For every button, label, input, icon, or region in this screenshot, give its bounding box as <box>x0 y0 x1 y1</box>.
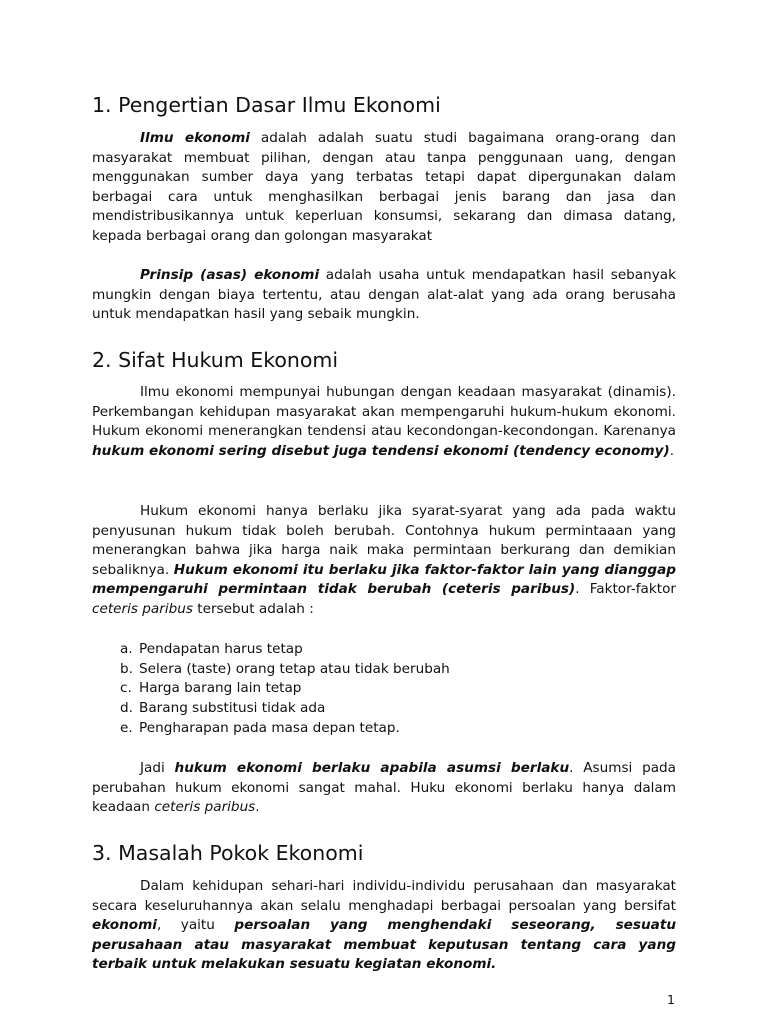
list-item: e. Pengharapan pada masa depan tetap. <box>120 719 400 736</box>
term-prinsip-ekonomi: Prinsip (asas) ekonomi <box>140 267 320 283</box>
ceteris-paribus-list <box>120 640 450 739</box>
section-2-paragraph-1: Ilmu ekonomi mempunyai hubungan dengan keadaan masyarakat (dinamis). Perkembangan kehidupan masyarakat akan mempengaruhi hukum-hukum ekonomi. Hukum ekonomi menerangkan tendensi atau kecondongan-kecondongan. Karenanya hukum ekonomi sering disebut juga tendensi ekonomi (tendency economy). <box>92 384 676 459</box>
section-2-paragraph-3: Jadi hukum ekonomi berlaku apabila asumsi berlaku. Asumsi pada perubahan hukum ekonomi sangat mahal. Huku ekonomi berlaku hanya dalam keadaan ceteris paribus. <box>92 760 676 815</box>
list-item: d. Barang substitusi tidak ada <box>120 700 326 717</box>
section-3-heading: 3. Masalah Pokok Ekonomi <box>92 841 364 865</box>
list-item: a. Pendapatan harus tetap <box>120 641 303 657</box>
page-number: 1 <box>667 992 675 1007</box>
section-2-heading: 2. Sifat Hukum Ekonomi <box>92 348 339 372</box>
section-1-heading: 1. Pengertian Dasar Ilmu Ekonomi <box>92 93 441 117</box>
section-1-paragraph-1: Ilmu ekonomi adalah adalah suatu studi bagaimana orang-orang dan masyarakat membuat pilihan, dengan atau tanpa penggunaan uang, dengan menggunakan sumber daya yang terbatas tetapi dapat dipergunakan dalam berbagai cara untuk menghasilkan berbagai jenis barang dan jasa dan mendistribusikannya untuk keperluan konsumsi, sekarang dan dimasa datang, kepada berbagai orang dan golongan masyarakat <box>92 130 677 244</box>
list-item: c. Harga barang lain tetap <box>120 680 302 697</box>
section-2-paragraph-2: Hukum ekonomi hanya berlaku jika syarat-syarat yang ada pada waktu penyusunan hukum tidak boleh berubah. Contohnya hukum permintaaan yang menerangkan bahwa jika harga naik maka permintaan berkurang dan demikian sebaliknya. Hukum ekonomi itu berlaku jika faktor-faktor lain yang dianggap mempengaruhi permintaan tidak berubah (ceteris paribus). Faktor-faktor ceteris paribus tersebut adalah : <box>92 503 676 617</box>
section-3-paragraph-1: Dalam kehidupan sehari-hari individu-individu perusahaan dan masyarakat secara keseluruhannya akan selalu menghadapi berbagai persoalan yang bersifat ekonomi, yaitu persoalan yang menghendaki seseorang, sesuatu perusahaan atau masyarakat membuat keputusan tentang cara yang terbaik untuk melakukan sesuatu kegiatan ekonomi. <box>92 878 677 972</box>
term-ilmu-ekonomi: Ilmu ekonomi <box>140 130 250 146</box>
section-1-paragraph-2: Prinsip (asas) ekonomi adalah usaha untuk mendapatkan hasil sebanyak mungkin dengan biaya tertentu, atau dengan alat-alat yang ada orang berusaha untuk mendapatkan hasil yang sebaik mungkin. <box>92 267 676 322</box>
list-item: b. Selera (taste) orang tetap atau tidak berubah <box>120 660 450 677</box>
